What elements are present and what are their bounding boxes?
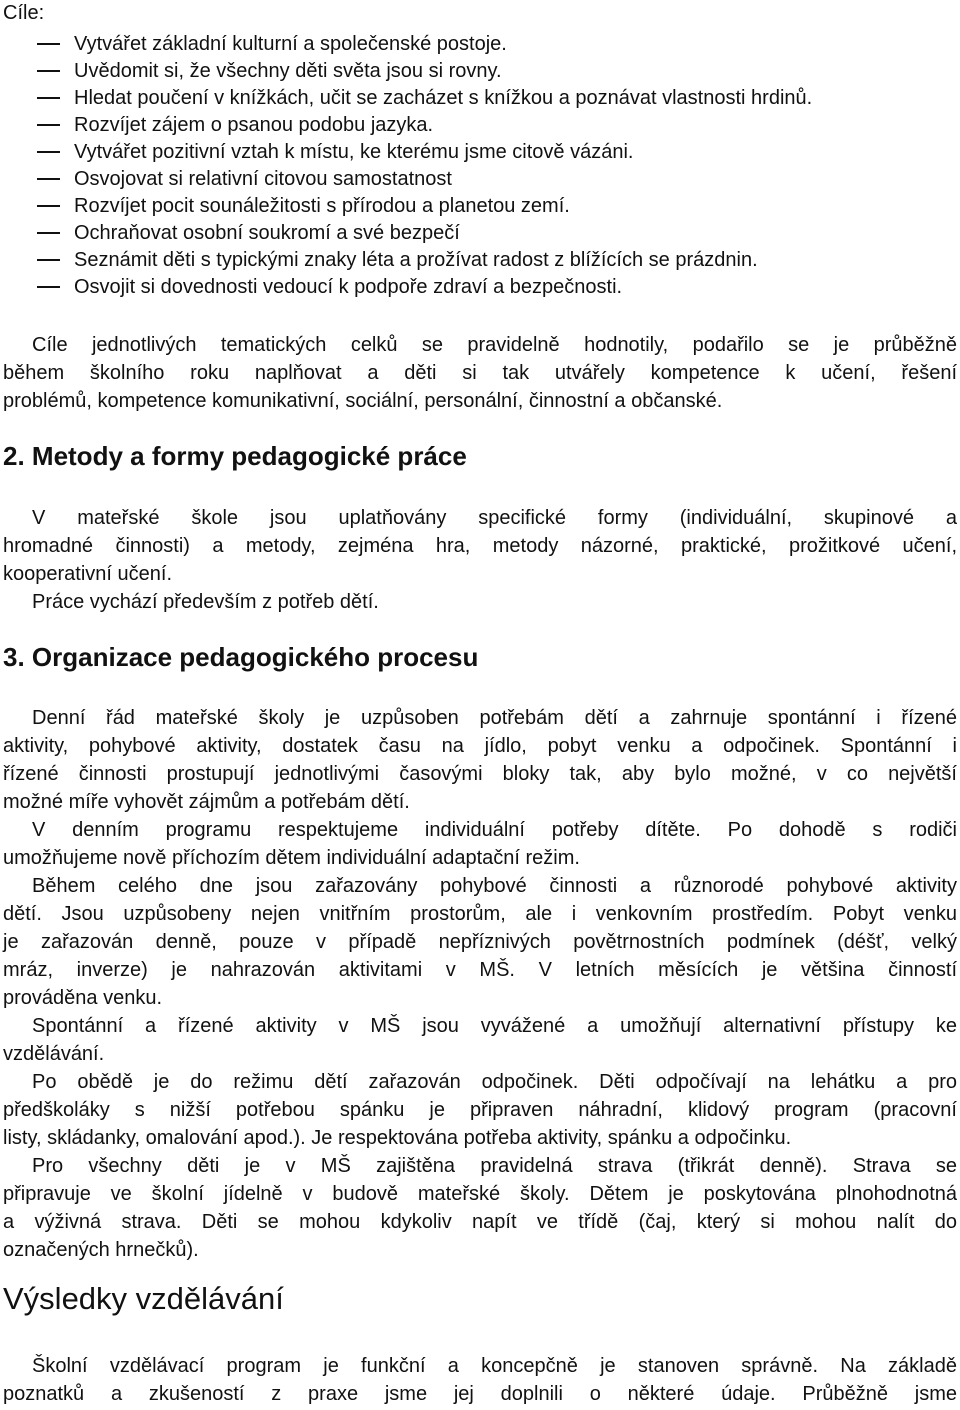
goal-item bbox=[0, 221, 960, 248]
section-heading-results: Výsledky vzdělávání bbox=[3, 1281, 284, 1316]
dash-bullet bbox=[37, 124, 60, 126]
goal-item-text: Vytvářet pozitivní vztah k místu, ke kterému jsme citově vázáni. bbox=[74, 141, 634, 163]
goal-item-text: Vytvářet základní kulturní a společenské postoje. bbox=[74, 33, 507, 55]
paragraph-line: Během celého dne jsou zařazovány pohybové činnosti a různorodé pohybové aktivity bbox=[32, 875, 957, 897]
paragraph-line: mráz, inverze) je nahrazován aktivitami v MŠ. V letních měsících je většina činností bbox=[3, 959, 957, 981]
paragraph-line: během školního roku naplňovat a děti si tak utvářely kompetence k učení, řešení bbox=[3, 362, 957, 384]
goal-item bbox=[0, 59, 960, 86]
paragraph-line: vzdělávání. bbox=[3, 1043, 105, 1065]
paragraph-line: Práce vychází především z potřeb dětí. bbox=[32, 591, 379, 613]
goal-item-text: Rozvíjet pocit sounáležitosti s přírodou a planetou zemí. bbox=[74, 195, 570, 217]
goal-item-text: Osvojit si dovednosti vedoucí k podpoře zdraví a bezpečnosti. bbox=[74, 276, 623, 298]
paragraph-line: problémů, kompetence komunikativní, sociální, personální, činnostní a občanské. bbox=[3, 390, 723, 412]
dash-bullet bbox=[37, 205, 60, 207]
paragraph-line: Cíle jednotlivých tematických celků se pravidelně hodnotily, podařilo se je průběžně bbox=[32, 334, 957, 356]
dash-bullet bbox=[37, 286, 60, 288]
paragraph-line: V mateřské škole jsou uplatňovány specifické formy (individuální, skupinové a bbox=[32, 507, 957, 529]
paragraph-line: poznatků a zkušeností z praxe jsme jej doplnili o některé údaje. Průběžně jsme bbox=[3, 1383, 957, 1405]
section-heading-organization: 3. Organizace pedagogického procesu bbox=[3, 642, 479, 672]
paragraph-line: Denní řád mateřské školy je uzpůsoben potřebám dětí a zahrnuje spontánní i řízené bbox=[32, 707, 957, 729]
dash-bullet bbox=[37, 97, 60, 99]
paragraph-line: hromadné činnosti) a metody, zejména hra, metody názorné, praktické, prožitkové učení, bbox=[3, 535, 957, 557]
goal-item bbox=[0, 32, 960, 59]
paragraph-line: je zařazován denně, pouze v případě nepříznivých povětrnostních podmínek (déšť, velký bbox=[3, 931, 957, 953]
dash-bullet bbox=[37, 178, 60, 180]
goal-item bbox=[0, 167, 960, 194]
paragraph-line: Školní vzdělávací program je funkční a koncepčně je stanoven správně. Na základě bbox=[32, 1355, 957, 1377]
paragraph-line: označených hrnečků). bbox=[3, 1239, 199, 1261]
goal-item bbox=[0, 275, 960, 302]
dash-bullet bbox=[37, 70, 60, 72]
paragraph-line: umožňujeme nově příchozím dětem individuální adaptační režim. bbox=[3, 847, 580, 869]
goal-item-text: Osvojovat si relativní citovou samostatnost bbox=[74, 168, 452, 190]
paragraph-line: a výživná strava. Děti se mohou kdykoliv napít ve třídě (čaj, který si mohou nalít do bbox=[3, 1211, 957, 1233]
goals-title: Cíle: bbox=[3, 2, 45, 24]
goal-item-text: Rozvíjet zájem o psanou podobu jazyka. bbox=[74, 114, 434, 136]
goal-item bbox=[0, 248, 960, 275]
goal-item-text: Ochraňovat osobní soukromí a své bezpečí bbox=[74, 222, 460, 244]
goal-item-text: Seznámit děti s typickými znaky léta a prožívat radost z blížících se prázdnin. bbox=[74, 249, 758, 271]
dash-bullet bbox=[37, 232, 60, 234]
goal-item bbox=[0, 140, 960, 167]
paragraph-line: Pro všechny děti je v MŠ zajištěna pravidelná strava (třikrát denně). Strava se bbox=[32, 1155, 957, 1177]
goal-item-text: Hledat poučení v knížkách, učit se zacházet s knížkou a poznávat vlastnosti hrdinů. bbox=[74, 87, 813, 109]
paragraph-line: prováděna venku. bbox=[3, 987, 163, 1009]
paragraph-line: V denním programu respektujeme individuální potřeby dítěte. Po dohodě s rodiči bbox=[32, 819, 957, 841]
dash-bullet bbox=[37, 43, 60, 45]
paragraph-line: Po obědě je do režimu dětí zařazován odpočinek. Děti odpočívají na lehátku a pro bbox=[32, 1071, 957, 1093]
paragraph-line: řízené činnosti prostupují jednotlivými časovými bloky tak, aby bylo možné, v co největší bbox=[3, 763, 957, 785]
goal-item bbox=[0, 113, 960, 140]
paragraph-line: předškoláky s nižší potřebou spánku je připraven náhradní, klidový program (pracovní bbox=[3, 1099, 957, 1121]
paragraph-line: listy, skládanky, omalování apod.). Je respektována potřeba aktivity, spánku a odpočinku. bbox=[3, 1127, 792, 1149]
paragraph-line: dětí. Jsou uzpůsobeny nejen vnitřním prostorům, ale i venkovním prostředím. Pobyt venku bbox=[3, 903, 957, 925]
goal-item bbox=[0, 194, 960, 221]
paragraph-line: Spontánní a řízené aktivity v MŠ jsou vyvážené a umožňují alternativní přístupy ke bbox=[32, 1015, 957, 1037]
paragraph-line: kooperativní učení. bbox=[3, 563, 172, 585]
paragraph-line: připravuje ve školní jídelně v budově mateřské školy. Dětem je poskytována plnohodnotná bbox=[3, 1183, 957, 1205]
dash-bullet bbox=[37, 151, 60, 153]
goal-item-text: Uvědomit si, že všechny děti světa jsou si rovny. bbox=[74, 60, 502, 82]
section-heading-methods: 2. Metody a formy pedagogické práce bbox=[3, 441, 467, 471]
dash-bullet bbox=[37, 259, 60, 261]
paragraph-line: aktivity, pohybové aktivity, dostatek času na jídlo, pobyt venku a odpočinek. Spontánní i bbox=[3, 735, 957, 757]
paragraph-line: možné míře vyhovět zájmům a potřebám dětí. bbox=[3, 791, 410, 813]
goal-item bbox=[0, 86, 960, 113]
